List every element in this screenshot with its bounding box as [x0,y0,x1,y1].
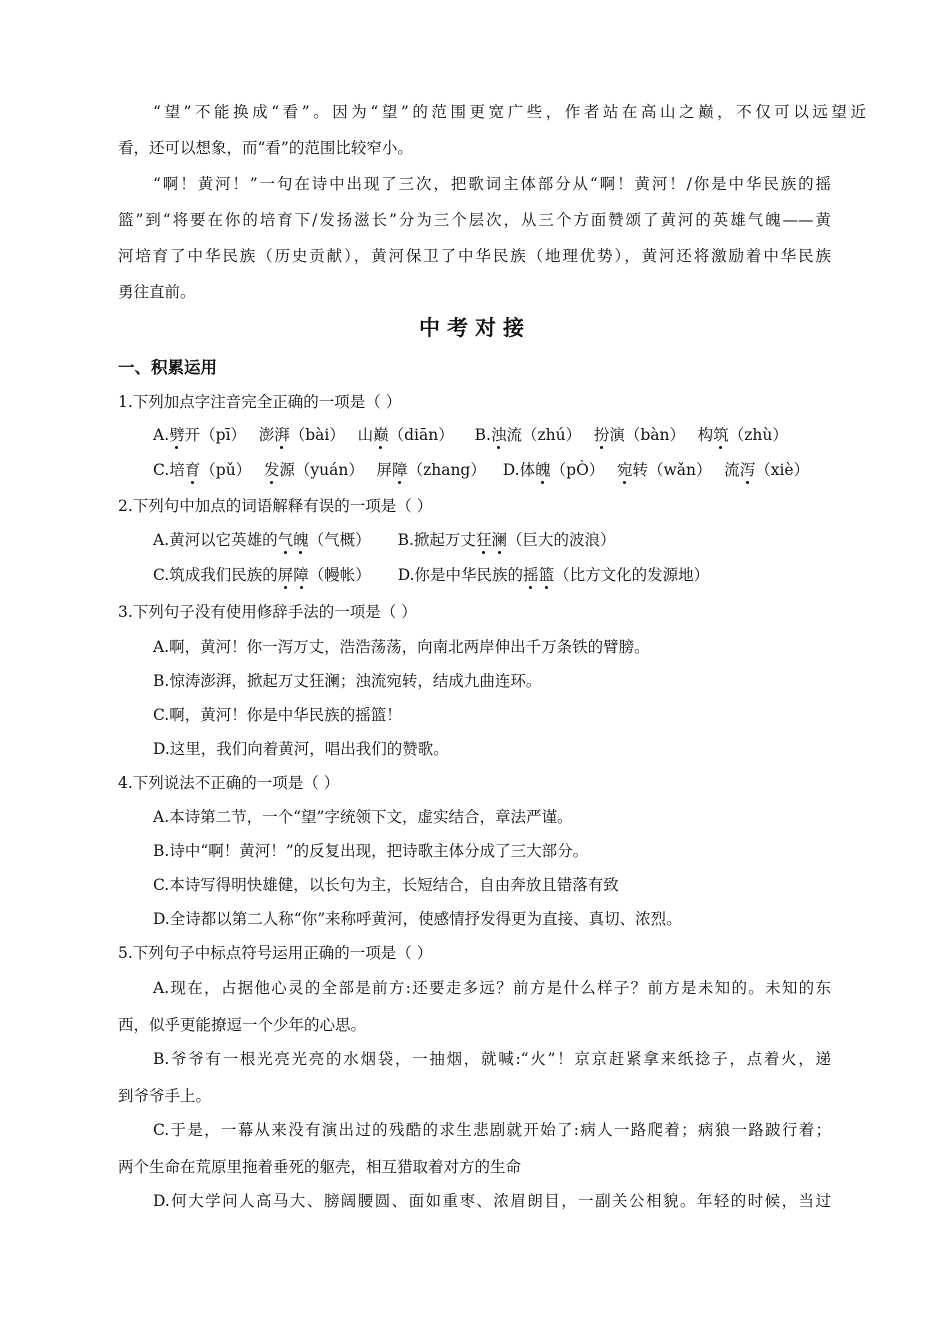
q5-stem: 5.下列句子中标点符号运用正确的一项是（ ） [118,944,433,962]
q3-option-d: D.这里，我们向着黄河，唱出我们的赞歌。 [153,740,449,758]
text: B.掀起万丈 [397,531,476,549]
intro-p2-line3: 河培育了中华民族（历史贡献），黄河保卫了中华民族（地理优势），黄河还将激励着中华民族 [118,247,831,265]
q2-option-b [398,531,616,549]
q4-option-c: C.本诗写得明快雄健，以长句为主，长短结合，自由奔放且错落有致 [153,876,619,894]
dotted-char: 筑 [713,426,729,444]
q1-options-row1 [153,423,788,445]
section-title: 中考对接 [419,316,531,340]
q5-option-d-line1: D.何大学问人高马大、膀阔腰圆、面如重枣、浓眉朗目，一副关公相貌。年轻的时候，当过 [153,1192,831,1210]
q2-options-row2 [153,563,709,585]
q1-option-a [153,426,459,444]
q4-option-b: B.诗中“啊！黄河！”的反复出现，把诗歌主体分成了三大部分。 [153,842,589,860]
option-label: D. [502,461,520,479]
q2-option-d [398,566,709,584]
text: （比方文化的发源地） [554,566,710,584]
text: 培 [169,461,185,479]
q2-stem: 2.下列句中加点的词语解释有误的一项是（ ） [118,497,433,515]
dotted-char: 劈 [169,426,185,444]
q3-stem: 3.下列句子没有使用修辞手法的一项是（ ） [118,603,417,621]
q1-option-d [503,461,809,479]
q5-option-c-line2: 两个生命在荒原里拖着垂死的躯壳，相互猎取着对方的生命 [118,1158,522,1176]
dotted-char: 屏 [277,566,294,584]
text: （pǔ） [200,461,252,479]
text: 屏 [376,461,393,479]
intro-p1-line2: 看，还可以想象，而“看”的范围比较窄小。 [118,139,413,157]
text: 开（pī） [184,426,247,444]
q5-option-b-line1: B.爷爷有一根光亮光亮的水烟袋，一抽烟，就喊:“火”！京京赶紧拿来纸捻子，点着火，递 [153,1050,831,1068]
dotted-char: 魄 [535,461,551,479]
dotted-char: 育 [184,461,201,479]
intro-p2-line1: “啊！黄河！”一句在诗中出现了三次，把歌词主体部分从“啊！黄河！/你是中华民族的摇 [153,175,831,193]
option-label: C. [153,461,170,479]
dotted-char: 气 [277,531,294,549]
text: （zhù） [728,426,788,444]
q4-stem: 4.下列说法不正确的一项是（ ） [118,774,340,792]
dotted-char: 澜 [491,531,507,549]
intro-p1-line1: “望”不能换成“看”。因为“望”的范围更宽广些，作者站在高山之巅，不仅可以远望近 [153,103,866,121]
text: D.你是中华民族的 [397,566,524,584]
q5-option-a-line1: A.现在，占据他心灵的全部是前方:还要走多远？前方是什么样子？前方是未知的。未知的东 [153,979,831,997]
text: 构 [697,426,714,444]
q4-option-a: A.本诗第二节，一个“望”字统领下文，虚实结合，章法严谨。 [153,808,573,826]
text: A.黄河以它英雄的 [153,531,278,549]
q2-option-c [153,566,371,584]
dotted-char: 宛 [616,461,633,479]
dotted-char: 狂 [475,531,492,549]
text: （bài） [289,426,345,444]
text: 转（wǎn） [632,461,712,479]
text: （pÒ） [550,461,605,479]
dotted-char: 摇 [523,566,539,584]
dotted-char: 发 [263,461,280,479]
text: C.筑成我们民族的 [153,566,278,584]
text: 流 [724,461,740,479]
q5-option-c-line1: C.于是，一幕从来没有演出过的残酷的求生悲剧就开始了:病人一路爬着；病狼一路跛行着； [153,1121,831,1139]
text: 演（bàn） [609,426,685,444]
dotted-char: 巅 [373,426,389,444]
dotted-char: 障 [293,566,309,584]
dotted-char: 浊 [490,426,507,444]
q3-option-a: A.啊，黄河！你一泻万丈，浩浩荡荡，向南北两岸伸出千万条铁的臂膀。 [153,638,650,656]
q2-option-a [153,531,371,549]
text: （diān） [388,426,454,444]
intro-p2-line2: 篮”到“将要在你的培育下/发扬滋长”分为三个层次，从三个方面赞颂了黄河的英雄气魄——黄 [118,211,831,229]
text: 澎 [258,426,275,444]
section-heading: 一、积累运用 [118,358,217,377]
q1-option-c [153,461,491,479]
text: 流（zhú） [506,426,582,444]
text: （xiè） [755,461,810,479]
option-label: B. [474,426,491,444]
text: 源（yuán） [279,461,364,479]
q2-options-row1 [153,528,615,550]
text: （气概） [308,531,371,549]
dotted-char: 泻 [739,461,756,479]
text: （巨大的波浪） [506,531,616,549]
text: （zhang） [407,461,486,479]
q4-option-d: D.全诗都以第二人称“你”来称呼黄河，使感情抒发得更为直接、真切、浓烈。 [153,910,682,928]
dotted-char: 扮 [593,426,610,444]
q1-stem: 1.下列加点字注音完全正确的一项是（ ） [118,393,402,411]
option-label: A. [153,426,170,444]
q1-options-row2 [153,458,809,480]
dotted-char: 篮 [538,566,555,584]
q5-option-a-line2: 西，似乎更能撩逗一个少年的心思。 [118,1016,367,1034]
dotted-char: 魄 [293,531,309,549]
q3-option-c: C.啊，黄河！你是中华民族的摇篮！ [153,706,402,724]
dotted-char: 障 [392,461,408,479]
text: （幔帐） [308,566,371,584]
q5-option-b-line2: 到爷爷手上。 [118,1087,212,1105]
dotted-char: 湃 [274,426,290,444]
intro-p2-line4: 勇往直前。 [118,283,196,301]
text: 山 [357,426,374,444]
text: 体 [519,461,536,479]
q3-option-b: B.惊涛澎湃，掀起万丈狂澜；浊流宛转，结成九曲连环。 [153,672,542,690]
q1-option-b [475,426,788,444]
